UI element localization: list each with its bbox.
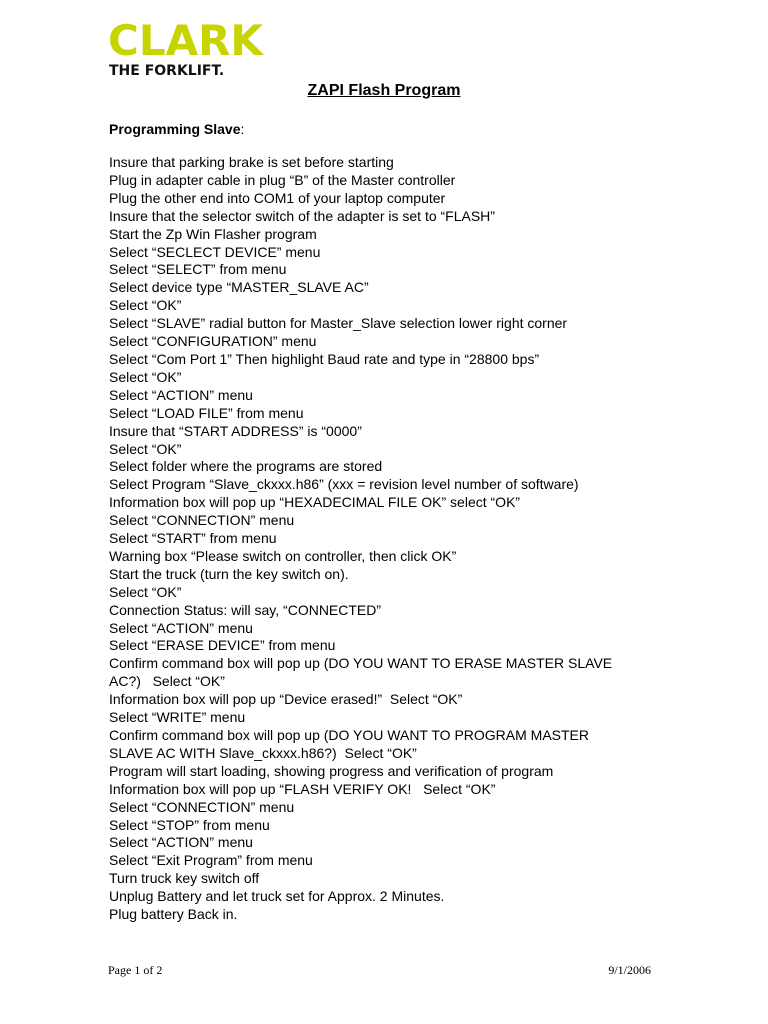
step-line: Select folder where the programs are stored (109, 458, 383, 475)
step-line: Select “ACTION” menu (109, 834, 253, 851)
step-line: Select “CONFIGURATION” menu (109, 333, 317, 350)
step-line: Plug battery Back in. (109, 906, 238, 923)
step-line: Select “CONNECTION” menu (109, 798, 295, 815)
step-line: Select “SELECT” from menu (109, 261, 287, 278)
step-line: Select “ACTION” menu (109, 619, 253, 636)
step-line: Select device type “MASTER_SLAVE AC” (109, 279, 369, 296)
section-heading-colon: : (240, 121, 245, 137)
logo-brand: CLARK (108, 16, 263, 65)
step-line: Insure that parking brake is set before starting (109, 154, 394, 170)
step-line: Information box will pop up “FLASH VERIFY OK! Select “OK” (109, 780, 496, 797)
logo-tagline: THE FORKLIFT. (109, 63, 225, 79)
step-line: Select “SLAVE” radial button for Master_Slave selection lower right corner (109, 315, 568, 332)
steps-list (109, 154, 669, 924)
document-title: ZAPI Flash Program (307, 82, 461, 99)
step-line: Information box will pop up “HEXADECIMAL FILE OK” select “OK” (109, 494, 521, 511)
step-line: Plug the other end into COM1 of your laptop computer (109, 189, 446, 206)
step-line: Select “OK” (109, 583, 182, 600)
step-line: Insure that the selector switch of the adapter is set to “FLASH” (109, 207, 495, 224)
step-line: Program will start loading, showing progress and verification of program (109, 762, 554, 779)
step-line: Plug in adapter cable in plug “B” of the Master controller (109, 171, 456, 188)
clark-logo (108, 16, 263, 84)
step-line: Select “LOAD FILE” from menu (109, 404, 304, 421)
document-date: 9/1/2006 (608, 963, 651, 977)
step-line: Insure that “START ADDRESS” is “0000” (109, 422, 362, 439)
step-line: Select “Exit Program” from menu (109, 852, 313, 869)
step-line: Select Program “Slave_ckxxx.h86” (xxx = revision level number of software) (109, 476, 579, 493)
step-line: SLAVE AC WITH Slave_ckxxx.h86?) Select “OK” (109, 744, 417, 761)
step-line: Warning box “Please switch on controller, then click OK” (109, 547, 457, 564)
step-line: Confirm command box will pop up (DO YOU WANT TO PROGRAM MASTER (109, 727, 590, 743)
step-line: Start the Zp Win Flasher program (109, 225, 317, 242)
step-line: Unplug Battery and let truck set for Approx. 2 Minutes. (109, 888, 445, 905)
step-line: Select “CONNECTION” menu (109, 512, 295, 529)
section-heading-label: Programming Slave (109, 121, 241, 137)
step-line: Select “STOP” from menu (109, 816, 270, 833)
step-line: Select “WRITE” menu (109, 709, 246, 726)
step-line: Select “START” from menu (109, 530, 277, 547)
step-line: Select “ACTION” menu (109, 386, 253, 403)
step-line: Connection Status: will say, “CONNECTED” (109, 601, 382, 618)
page-number: Page 1 of 2 (108, 963, 163, 977)
step-line: Select “ERASE DEVICE” from menu (109, 637, 336, 654)
step-line: Turn truck key switch off (109, 870, 260, 887)
step-line: Select “OK” (109, 297, 182, 314)
step-line: Confirm command box will pop up (DO YOU WANT TO ERASE MASTER SLAVE (109, 655, 613, 672)
step-line: Select “SECLECT DEVICE” menu (109, 243, 321, 260)
step-line: Information box will pop up “Device erased!” Select “OK” (109, 691, 463, 708)
step-line: Start the truck (turn the key switch on). (109, 565, 349, 582)
step-line: AC?) Select “OK” (109, 673, 225, 690)
step-line: Select “OK” (109, 368, 182, 385)
step-line: Select “OK” (109, 440, 182, 457)
section-heading (109, 121, 244, 137)
step-line: Select “Com Port 1” Then highlight Baud rate and type in “28800 bps” (109, 350, 540, 367)
